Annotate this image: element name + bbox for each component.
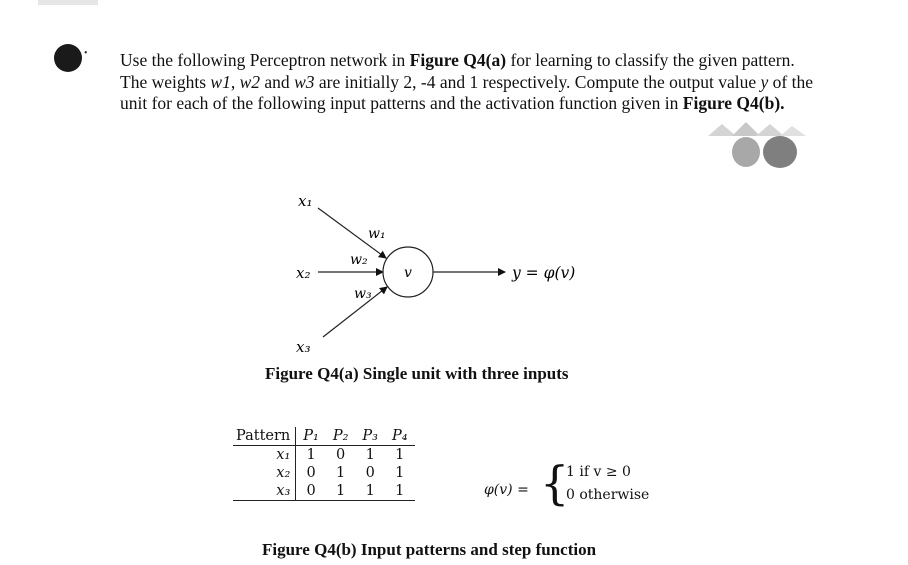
table-cell: 1: [365, 447, 375, 463]
table-header-cell: Pattern: [233, 427, 296, 446]
input-x3-label: x₃: [296, 338, 311, 356]
weight-w3-label: w₃: [354, 286, 372, 302]
table-cell: 1: [306, 447, 316, 463]
step-function-case-2: 0 otherwise: [566, 487, 650, 503]
table-cell: 1: [395, 447, 405, 463]
question-text: Use the following Perceptron network in Figure Q4(a) for learning to classify the given pattern. The weights w1, w2 and w3 are initially 2, -4 and 1 respectively. Compute the output value y of the unit for each of the following input patterns and the activation function given in Figure Q4(b).: [120, 50, 813, 113]
table-header-row: [233, 427, 415, 446]
figure-a-caption: Figure Q4(a) Single unit with three inputs: [265, 364, 569, 383]
table-row: [233, 482, 415, 501]
weight-w2-label: w₂: [350, 252, 368, 268]
table-cell: 1: [395, 465, 405, 481]
node-v-label: v: [404, 265, 412, 281]
figure-b-reference: Figure Q4(b).: [682, 93, 785, 113]
table-cell: 0: [365, 465, 375, 481]
bullet-mark-icon: •: [84, 48, 88, 59]
table-header-cell: P₃: [355, 427, 385, 446]
output-label: y = φ(v): [512, 264, 576, 282]
input-patterns-table: [233, 427, 415, 501]
table-cell: 0: [296, 482, 326, 501]
input-x2-label: x₂: [296, 264, 311, 282]
figure-a-reference: Figure Q4(a): [409, 50, 507, 70]
step-function-brace: {: [540, 456, 570, 510]
figure-b-caption: Figure Q4(b) Input patterns and step function: [262, 540, 597, 559]
weight-w1-label: w₁: [368, 226, 386, 242]
table-cell: 1: [336, 465, 346, 481]
table-row-label: x₁: [233, 446, 296, 465]
table-cell: 0: [306, 465, 316, 481]
table-row-label: x₂: [233, 464, 296, 482]
table-row: [233, 464, 415, 482]
table-header-cell: P₂: [326, 427, 356, 446]
table-cell: 1: [355, 482, 385, 501]
table-cell: 0: [336, 447, 346, 463]
table-row: [233, 446, 415, 465]
table-cell: 1: [326, 482, 356, 501]
table-header-cell: P₄: [385, 427, 415, 446]
table-cell: 1: [385, 482, 415, 501]
step-function-lhs: φ(v) =: [484, 482, 529, 498]
table-header-cell: P₁: [296, 427, 326, 446]
step-function-case-1: 1 if v ≥ 0: [566, 464, 631, 480]
table-row-label: x₃: [233, 482, 296, 501]
input-x1-label: x₁: [298, 192, 313, 210]
